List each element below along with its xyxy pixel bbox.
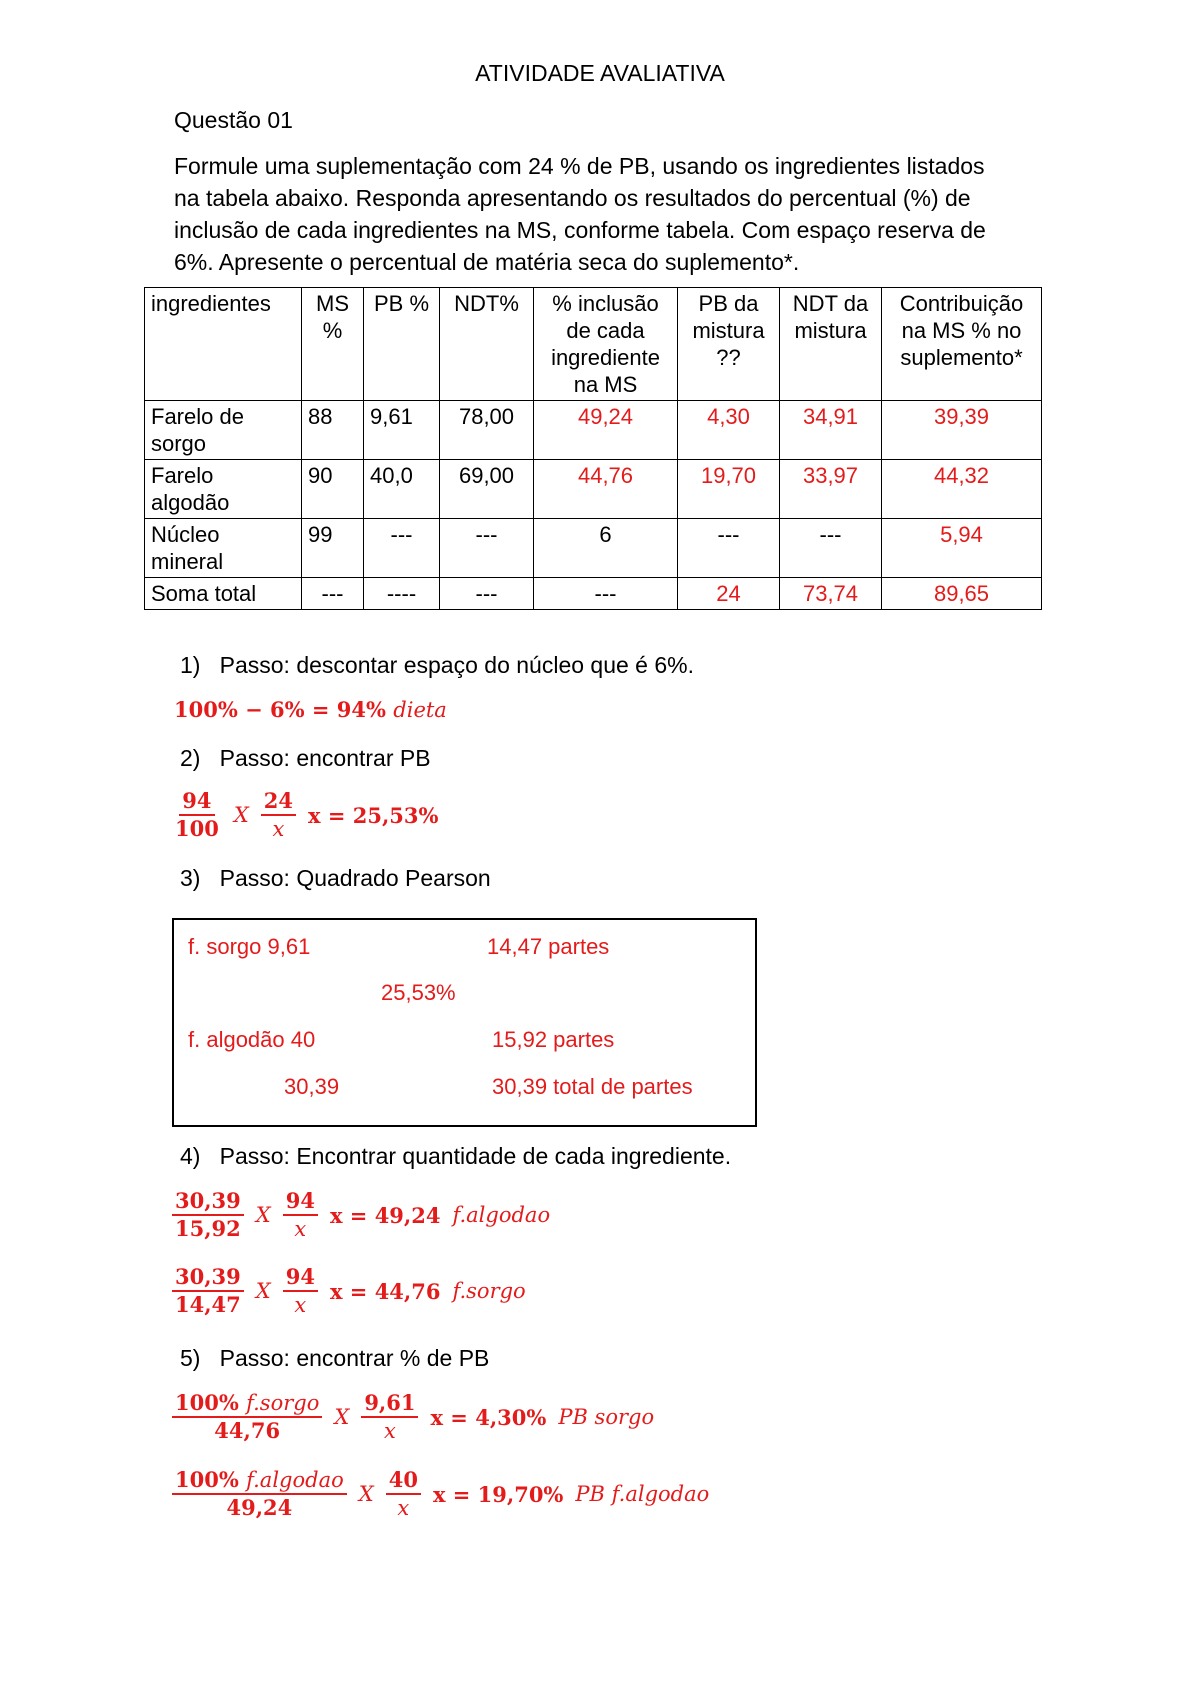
table-cell: 9,61	[364, 401, 440, 460]
denominator: x	[397, 1496, 410, 1520]
numerator-value: 100%	[175, 1390, 239, 1415]
header-cell: NDT da mistura	[780, 288, 882, 401]
prompt-line: na tabela abaixo. Responda apresentando os resultados do percentual (%) de	[174, 185, 971, 211]
times-sign: X	[255, 1203, 271, 1227]
equation-result: x = 25,53%	[308, 802, 439, 828]
fraction	[172, 1390, 322, 1444]
table-row	[145, 519, 1042, 578]
pearson-parts-2: 15,92 partes	[492, 1027, 615, 1052]
table-cell: 19,70	[678, 460, 780, 519]
step-number: 4)	[180, 1143, 201, 1169]
fraction	[172, 1264, 244, 1318]
table-cell: 88	[302, 401, 364, 460]
table-cell: 73,74	[780, 578, 882, 610]
table-cell: ---	[440, 519, 534, 578]
pearson-algodao: f. algodão 40	[188, 1027, 316, 1052]
numerator: 30,39	[172, 1264, 244, 1292]
equation-result: x = 44,76	[329, 1278, 441, 1304]
fraction	[172, 1188, 244, 1242]
step-5	[180, 1345, 489, 1372]
fraction	[172, 788, 222, 842]
table-row-total	[145, 578, 1042, 610]
table-cell: Núcleo mineral	[145, 519, 302, 578]
table-cell: 4,30	[678, 401, 780, 460]
table-cell: 5,94	[882, 519, 1042, 578]
denominator: x	[294, 1293, 307, 1317]
table-cell: 34,91	[780, 401, 882, 460]
pearson-total: 30,39 total de partes	[492, 1074, 693, 1099]
table-header-row	[145, 288, 1042, 401]
step-5-equation-b	[172, 1467, 709, 1521]
times-sign: X	[255, 1279, 271, 1303]
header-cell: PB da mistura ??	[678, 288, 780, 401]
table-cell: 33,97	[780, 460, 882, 519]
table-cell: 44,76	[534, 460, 678, 519]
numerator	[172, 1390, 322, 1418]
denominator: 14,47	[175, 1292, 241, 1317]
pearson-center: 25,53%	[381, 980, 456, 1005]
equation-variable: PB sorgo	[558, 1405, 655, 1429]
table-cell: 90	[302, 460, 364, 519]
pearson-parts-1: 14,47 partes	[487, 934, 610, 959]
fraction	[261, 788, 296, 842]
table-cell: 78,00	[440, 401, 534, 460]
table-cell: 69,00	[440, 460, 534, 519]
table-cell: Farelo de sorgo	[145, 401, 302, 460]
prompt-line: 6%. Apresente o percentual de matéria seca do suplemento*.	[174, 249, 800, 275]
fraction	[283, 1188, 318, 1242]
denominator: 100	[175, 816, 219, 841]
equation-text: 100% − 6% = 94%	[174, 697, 386, 722]
table-cell: ---	[678, 519, 780, 578]
table-cell: 39,39	[882, 401, 1042, 460]
table-cell: 99	[302, 519, 364, 578]
denominator: x	[383, 1419, 396, 1443]
fraction	[283, 1264, 318, 1318]
step-4	[180, 1143, 731, 1170]
denominator: x	[294, 1217, 307, 1241]
equation-result: x = 19,70%	[432, 1481, 564, 1507]
denominator: x	[272, 817, 285, 841]
table-cell: 40,0	[364, 460, 440, 519]
step-3	[180, 865, 491, 892]
step-2	[180, 745, 431, 772]
table-cell: ---	[302, 578, 364, 610]
numerator: 30,39	[172, 1188, 244, 1216]
step-number: 5)	[180, 1345, 201, 1371]
fraction	[172, 1467, 347, 1521]
table-row	[145, 460, 1042, 519]
table-cell: Farelo algodão	[145, 460, 302, 519]
step-text: Passo: encontrar PB	[219, 745, 431, 771]
table-cell: 24	[678, 578, 780, 610]
step-number: 2)	[180, 745, 201, 771]
pearson-sum: 30,39	[284, 1074, 340, 1099]
equation-variable: f.sorgo	[452, 1279, 526, 1303]
step-number: 1)	[180, 652, 201, 678]
numerator: 9,61	[361, 1390, 418, 1418]
denominator: 49,24	[226, 1495, 293, 1520]
numerator-variable: f.algodao	[246, 1468, 344, 1492]
numerator-variable: f.sorgo	[246, 1391, 320, 1415]
table-cell: 6	[534, 519, 678, 578]
table-cell: 44,32	[882, 460, 1042, 519]
step-5-equation-a	[172, 1390, 654, 1444]
numerator: 24	[261, 788, 296, 816]
step-1-equation	[174, 697, 447, 722]
equation-result: x = 49,24	[329, 1202, 441, 1228]
numerator: 40	[386, 1467, 421, 1495]
step-number: 3)	[180, 865, 201, 891]
equation-variable: f.algodao	[452, 1203, 551, 1227]
equation-result: x = 4,30%	[430, 1404, 547, 1430]
equation-variable: PB f.algodao	[575, 1482, 710, 1506]
header-cell: % inclusão de cada ingrediente na MS	[534, 288, 678, 401]
step-text: Passo: descontar espaço do núcleo que é 6%.	[219, 652, 694, 678]
step-1	[180, 652, 694, 679]
prompt-line: Formule uma suplementação com 24 % de PB, usando os ingredientes listados	[174, 153, 985, 179]
question-label: Questão 01	[174, 107, 293, 133]
denominator: 44,76	[214, 1418, 281, 1443]
ingredients-table	[144, 287, 1042, 610]
numerator: 94	[283, 1264, 318, 1292]
header-cell: MS %	[302, 288, 364, 401]
header-cell: PB %	[364, 288, 440, 401]
step-2-equation	[172, 788, 438, 842]
step-4-equation-b	[172, 1264, 526, 1318]
table-cell: Soma total	[145, 578, 302, 610]
equation-variable: dieta	[393, 698, 447, 722]
fraction	[386, 1467, 421, 1521]
pearson-sorgo: f. sorgo 9,61	[188, 934, 311, 959]
fraction	[361, 1390, 418, 1444]
prompt-line: inclusão de cada ingredientes na MS, conforme tabela. Com espaço reserva de	[174, 217, 986, 243]
step-text: Passo: Quadrado Pearson	[219, 865, 491, 891]
numerator	[172, 1467, 347, 1495]
table-row	[145, 401, 1042, 460]
table-cell: ---	[534, 578, 678, 610]
numerator-value: 100%	[175, 1467, 239, 1492]
step-text: Passo: Encontrar quantidade de cada ingrediente.	[219, 1143, 732, 1169]
table-cell: ----	[364, 578, 440, 610]
table-cell: 89,65	[882, 578, 1042, 610]
page-title: ATIVIDADE AVALIATIVA	[475, 60, 725, 86]
times-sign: X	[233, 803, 249, 827]
header-cell: Contribuição na MS % no suplemento*	[882, 288, 1042, 401]
step-text: Passo: encontrar % de PB	[219, 1345, 490, 1371]
step-4-equation-a	[172, 1188, 550, 1242]
numerator: 94	[179, 788, 214, 816]
times-sign: X	[334, 1405, 350, 1429]
denominator: 15,92	[175, 1216, 241, 1241]
table-cell: ---	[364, 519, 440, 578]
table-cell: 49,24	[534, 401, 678, 460]
question-prompt	[174, 150, 1044, 278]
times-sign: X	[358, 1482, 374, 1506]
header-cell: NDT%	[440, 288, 534, 401]
table-cell: ---	[780, 519, 882, 578]
table-cell: ---	[440, 578, 534, 610]
pearson-square	[172, 918, 757, 1127]
numerator: 94	[283, 1188, 318, 1216]
header-cell: ingredientes	[145, 288, 302, 401]
